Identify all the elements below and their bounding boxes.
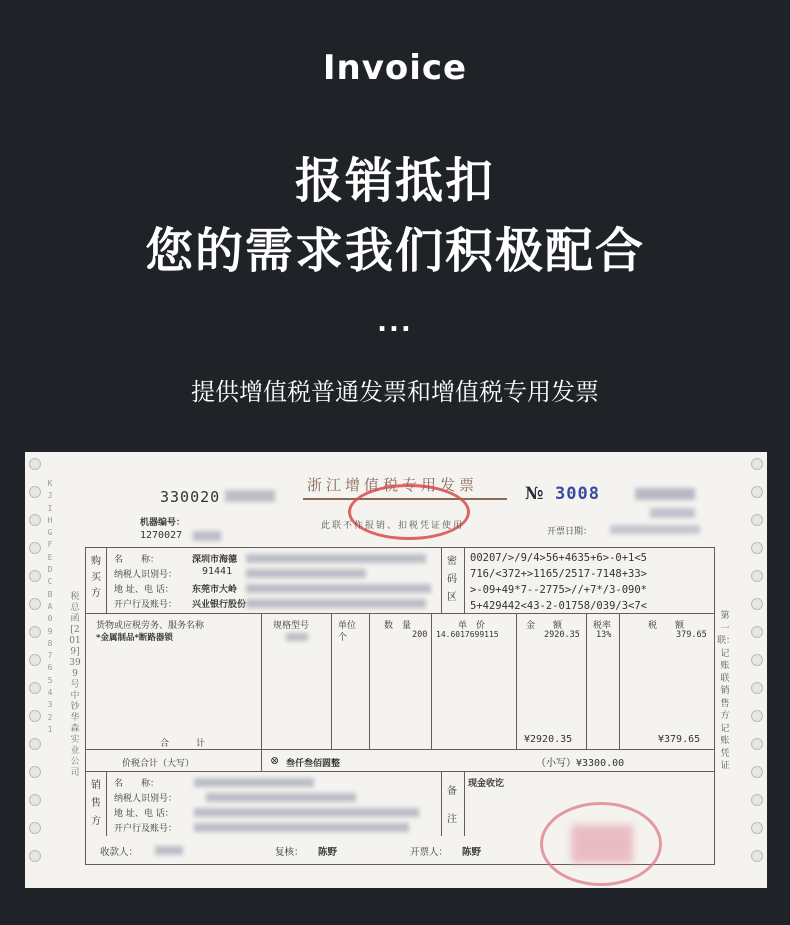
copy-note: 第一联：记账联 销售方记账凭证 [717, 611, 736, 771]
tractor-holes-right [749, 458, 765, 878]
col-unit: 单位 [338, 621, 357, 631]
buyer-name-label: 名 称： [114, 555, 160, 565]
machine-number: 1270027 [140, 530, 183, 541]
cipher-side-3: 区 [447, 592, 457, 603]
item-amount: 2920.35 [544, 630, 580, 640]
buyer-taxid: 91441 [202, 566, 233, 577]
edge-letter: J [47, 491, 53, 501]
reviewer-name: 陈野 [318, 847, 338, 858]
date-label: 开票日期： [547, 527, 593, 537]
total-small: （小写）¥3300.00 [536, 758, 625, 769]
cipher-line: 716/<372+>1165/2517-7148+33> [470, 568, 648, 580]
seller-taxid-label: 纳税人识别号： [114, 794, 178, 804]
edge-letter: 5 [47, 675, 53, 685]
invoice-image [25, 452, 767, 888]
redacted-buyer-name [246, 554, 426, 563]
cipher-side-2: 码 [447, 574, 457, 585]
cipher-side-1: 密 [447, 556, 457, 567]
total-circle-icon: ⊗ [270, 754, 280, 767]
invoice-code: 330020 [160, 488, 221, 506]
cipher-line: >-09+49*7--2775>//+7*/3-090* [470, 584, 648, 596]
edge-letter: B [47, 589, 53, 599]
subtotal-tax: ¥379.65 [658, 734, 701, 745]
col-spec: 规格型号 [273, 621, 310, 631]
item-price: 14.6017699115 [436, 630, 499, 639]
issuer-label: 开票人： [410, 847, 449, 858]
edge-letter: 1 [47, 724, 53, 734]
page-title-en: Invoice [322, 48, 468, 88]
edge-letter: 9 [47, 626, 53, 636]
edge-letter: 7 [47, 651, 53, 661]
seller-address-label: 地 址、电 话： [114, 809, 174, 819]
issuer-name: 陈野 [462, 847, 482, 858]
redacted-seller-bank [194, 823, 409, 832]
redacted-seller-name [194, 778, 314, 787]
redacted-payee [155, 846, 183, 855]
redacted-buyer-bank [246, 599, 426, 608]
total-words: 叁仟叁佰圆整 [286, 759, 341, 769]
col-tax: 税 额 [648, 621, 685, 631]
item-qty: 200 [412, 630, 428, 640]
edge-letter: H [47, 515, 53, 525]
edge-letter: 6 [47, 663, 53, 673]
seller-bank-label: 开户行及账号： [114, 824, 178, 834]
item-tax: 379.65 [676, 630, 707, 640]
edge-letter: E [47, 552, 53, 562]
redacted-seller-address [194, 808, 419, 817]
buyer-side-2: 买 [91, 572, 101, 583]
ellipsis-divider: ... [377, 308, 413, 338]
remark-text: 现金收讫 [468, 779, 505, 789]
subtitle: 提供增值税普通发票和增值税专用发票 [191, 378, 599, 406]
edge-letter: F [47, 540, 53, 550]
item-rate: 13% [596, 630, 612, 640]
company-stamp [540, 802, 662, 886]
invoice-title: 浙江增值税专用发票 [307, 476, 479, 494]
buyer-bank-label: 开户行及账号： [114, 600, 178, 610]
tax-seal [348, 484, 470, 540]
seller-side-3: 方 [91, 816, 101, 827]
redacted-machine [193, 531, 221, 541]
buyer-address-label: 地 址、电 话： [114, 585, 174, 595]
buyer-address: 东莞市大岭 [192, 585, 238, 595]
cipher-line: 00207/>/9/4>56+4635+6>-0+1<5 [470, 552, 648, 564]
edge-letter: D [47, 565, 53, 575]
tractor-holes-left [27, 458, 43, 878]
subtotal-amount: ¥2920.35 [524, 734, 573, 745]
buyer-side-3: 方 [91, 588, 101, 599]
headline-1: 报销抵扣 [294, 153, 495, 209]
edge-letter: 8 [47, 638, 53, 648]
item-unit: 个 [338, 633, 348, 643]
seller-side-2: 售 [91, 798, 101, 809]
redacted-number [635, 488, 695, 500]
edge-letter: 4 [47, 688, 53, 698]
reviewer-label: 复核： [275, 847, 304, 858]
edge-letter: 3 [47, 700, 53, 710]
col-name: 货物或应税劳务、服务名称 [96, 621, 205, 631]
redacted-buyer-taxid [246, 569, 366, 578]
edge-letter: C [47, 577, 53, 587]
buyer-name: 深圳市海德 [192, 555, 238, 565]
item-name: *金属制品*断路器锁 [96, 633, 173, 643]
invoice-number: 3008 [555, 484, 600, 504]
edge-letter: 2 [47, 712, 53, 722]
col-amount: 金 额 [526, 621, 563, 631]
redacted-number-2 [650, 508, 695, 518]
edge-letter: A [47, 601, 53, 611]
remark-side-2: 注 [447, 814, 457, 825]
col-qty: 数 量 [384, 621, 412, 631]
total-words-label: 价税合计（大写） [122, 759, 195, 769]
printer-vertical-text: 税总函[2019]399号中钞华森实业公司 [69, 592, 81, 778]
cipher-line: 5+429442<43-2-01758/039/3<7< [470, 600, 648, 612]
machine-label: 机器编号： [140, 518, 186, 528]
col-price: 单 价 [458, 621, 486, 631]
buyer-side-1: 购 [91, 556, 101, 567]
edge-letter: I [47, 503, 53, 513]
seller-side-1: 销 [91, 780, 101, 791]
redacted-seller-taxid [206, 793, 356, 802]
redacted-buyer-address [246, 584, 431, 593]
redacted-code [225, 490, 275, 502]
edge-letter: K [47, 479, 53, 488]
remark-side-1: 备 [447, 786, 457, 797]
edge-letter: 0 [47, 614, 53, 624]
buyer-bank: 兴业银行股份 [192, 600, 247, 610]
cipher-area [470, 550, 715, 614]
redacted-date [610, 525, 700, 534]
subtotal-label: 合 计 [160, 739, 206, 749]
buyer-taxid-label: 纳税人识别号： [114, 570, 178, 580]
invoice-notice: 此联不作报销、扣税凭证使用 [321, 521, 465, 531]
edge-letter: G [47, 528, 53, 538]
payee-label: 收款人： [100, 847, 139, 858]
headline-2: 您的需求我们积极配合 [144, 223, 645, 279]
number-label: № [525, 484, 544, 504]
col-rate: 税率 [593, 621, 612, 631]
redacted-spec [286, 633, 308, 641]
seller-name-label: 名 称： [114, 779, 160, 789]
edge-letters [45, 478, 55, 736]
